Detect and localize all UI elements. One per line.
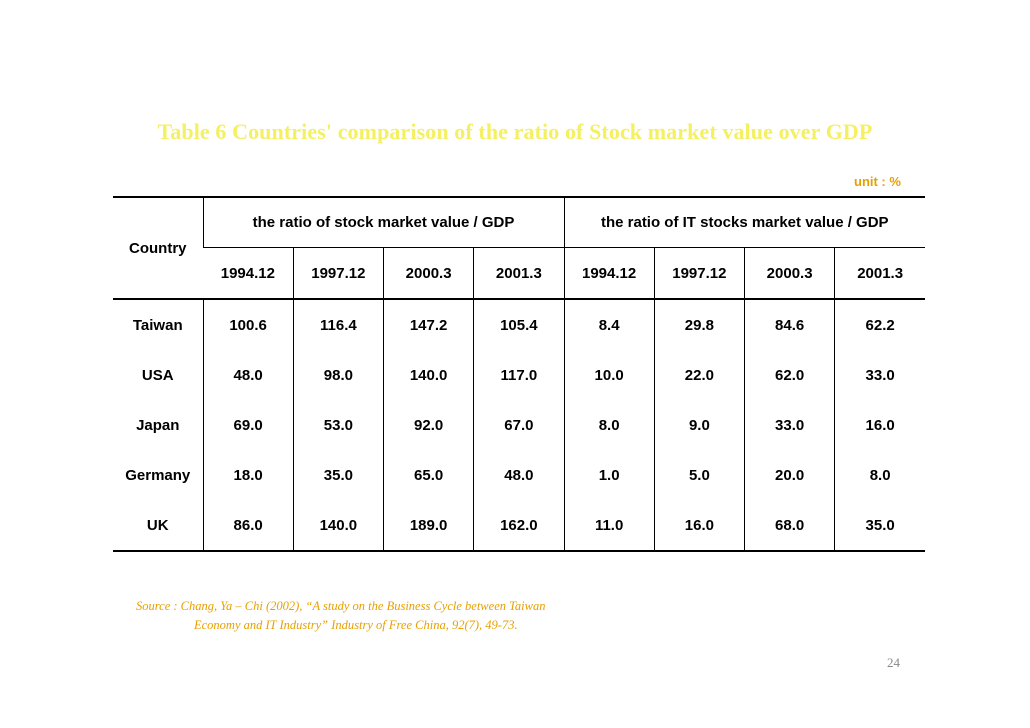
value-cell: 8.4 <box>564 299 654 350</box>
value-cell: 16.0 <box>654 500 744 551</box>
country-cell: Japan <box>136 416 180 434</box>
value-cell: 1.0 <box>564 450 654 500</box>
value-cell: 86.0 <box>203 500 293 551</box>
value-cell: 62.0 <box>745 350 835 400</box>
date-header: 1994.12 <box>203 248 293 300</box>
value-cell: 48.0 <box>474 450 564 500</box>
value-cell: 9.0 <box>654 400 744 450</box>
value-cell: 5.0 <box>654 450 744 500</box>
value-cell: 105.4 <box>474 299 564 350</box>
value-cell: 68.0 <box>745 500 835 551</box>
value-cell: 10.0 <box>564 350 654 400</box>
value-cell: 147.2 <box>384 299 474 350</box>
country-header: Country <box>113 197 203 299</box>
value-cell: 84.6 <box>745 299 835 350</box>
value-cell: 48.0 <box>203 350 293 400</box>
value-cell: 35.0 <box>293 450 383 500</box>
table-row <box>113 450 925 500</box>
group-header-it-stock: the ratio of IT stocks market value / GDP <box>564 197 925 248</box>
table-row <box>113 400 925 450</box>
table-title: Table 6 Countries' comparison of the ratio of Stock market value over GDP <box>157 119 873 144</box>
value-cell: 162.0 <box>474 500 564 551</box>
value-cell: 16.0 <box>835 400 925 450</box>
source-citation <box>136 597 545 635</box>
table-row <box>113 500 925 551</box>
date-header: 2000.3 <box>384 248 474 300</box>
group-header-stock: the ratio of stock market value / GDP <box>203 197 564 248</box>
country-cell: Taiwan <box>132 316 183 334</box>
value-cell: 98.0 <box>293 350 383 400</box>
date-header: 2001.3 <box>835 248 925 300</box>
value-cell: 8.0 <box>564 400 654 450</box>
value-cell: 140.0 <box>384 350 474 400</box>
table-row <box>113 299 925 350</box>
country-cell: Germany <box>125 466 191 484</box>
value-cell: 18.0 <box>203 450 293 500</box>
data-table <box>113 196 925 552</box>
value-cell: 140.0 <box>293 500 383 551</box>
value-cell: 29.8 <box>654 299 744 350</box>
value-cell: 53.0 <box>293 400 383 450</box>
date-header-row <box>113 248 925 300</box>
date-header: 1997.12 <box>654 248 744 300</box>
value-cell: 69.0 <box>203 400 293 450</box>
date-header: 1994.12 <box>564 248 654 300</box>
value-cell: 22.0 <box>654 350 744 400</box>
table-row <box>113 350 925 400</box>
value-cell: 35.0 <box>835 500 925 551</box>
source-line-1: Source : Chang, Ya – Chi (2002), “A study on the Business Cycle between Taiwan <box>136 599 546 613</box>
unit-label: unit : % <box>854 174 901 189</box>
value-cell: 92.0 <box>384 400 474 450</box>
country-cell: USA <box>141 366 174 384</box>
date-header: 1997.12 <box>293 248 383 300</box>
country-cell: UK <box>113 500 203 551</box>
value-cell: 117.0 <box>474 350 564 400</box>
value-cell: 33.0 <box>835 350 925 400</box>
value-cell: 33.0 <box>745 400 835 450</box>
page-number: 24 <box>887 655 900 670</box>
table-header-row <box>113 197 925 248</box>
value-cell: 189.0 <box>384 500 474 551</box>
date-header: 2000.3 <box>745 248 835 300</box>
value-cell: 8.0 <box>835 450 925 500</box>
value-cell: 65.0 <box>384 450 474 500</box>
value-cell: 11.0 <box>564 500 654 551</box>
value-cell: 62.2 <box>835 299 925 350</box>
value-cell: 100.6 <box>203 299 293 350</box>
value-cell: 20.0 <box>745 450 835 500</box>
value-cell: 67.0 <box>474 400 564 450</box>
date-header: 2001.3 <box>474 248 564 300</box>
value-cell: 116.4 <box>293 299 383 350</box>
source-line-2: Economy and IT Industry” Industry of Free China, 92(7), 49-73. <box>194 618 518 632</box>
